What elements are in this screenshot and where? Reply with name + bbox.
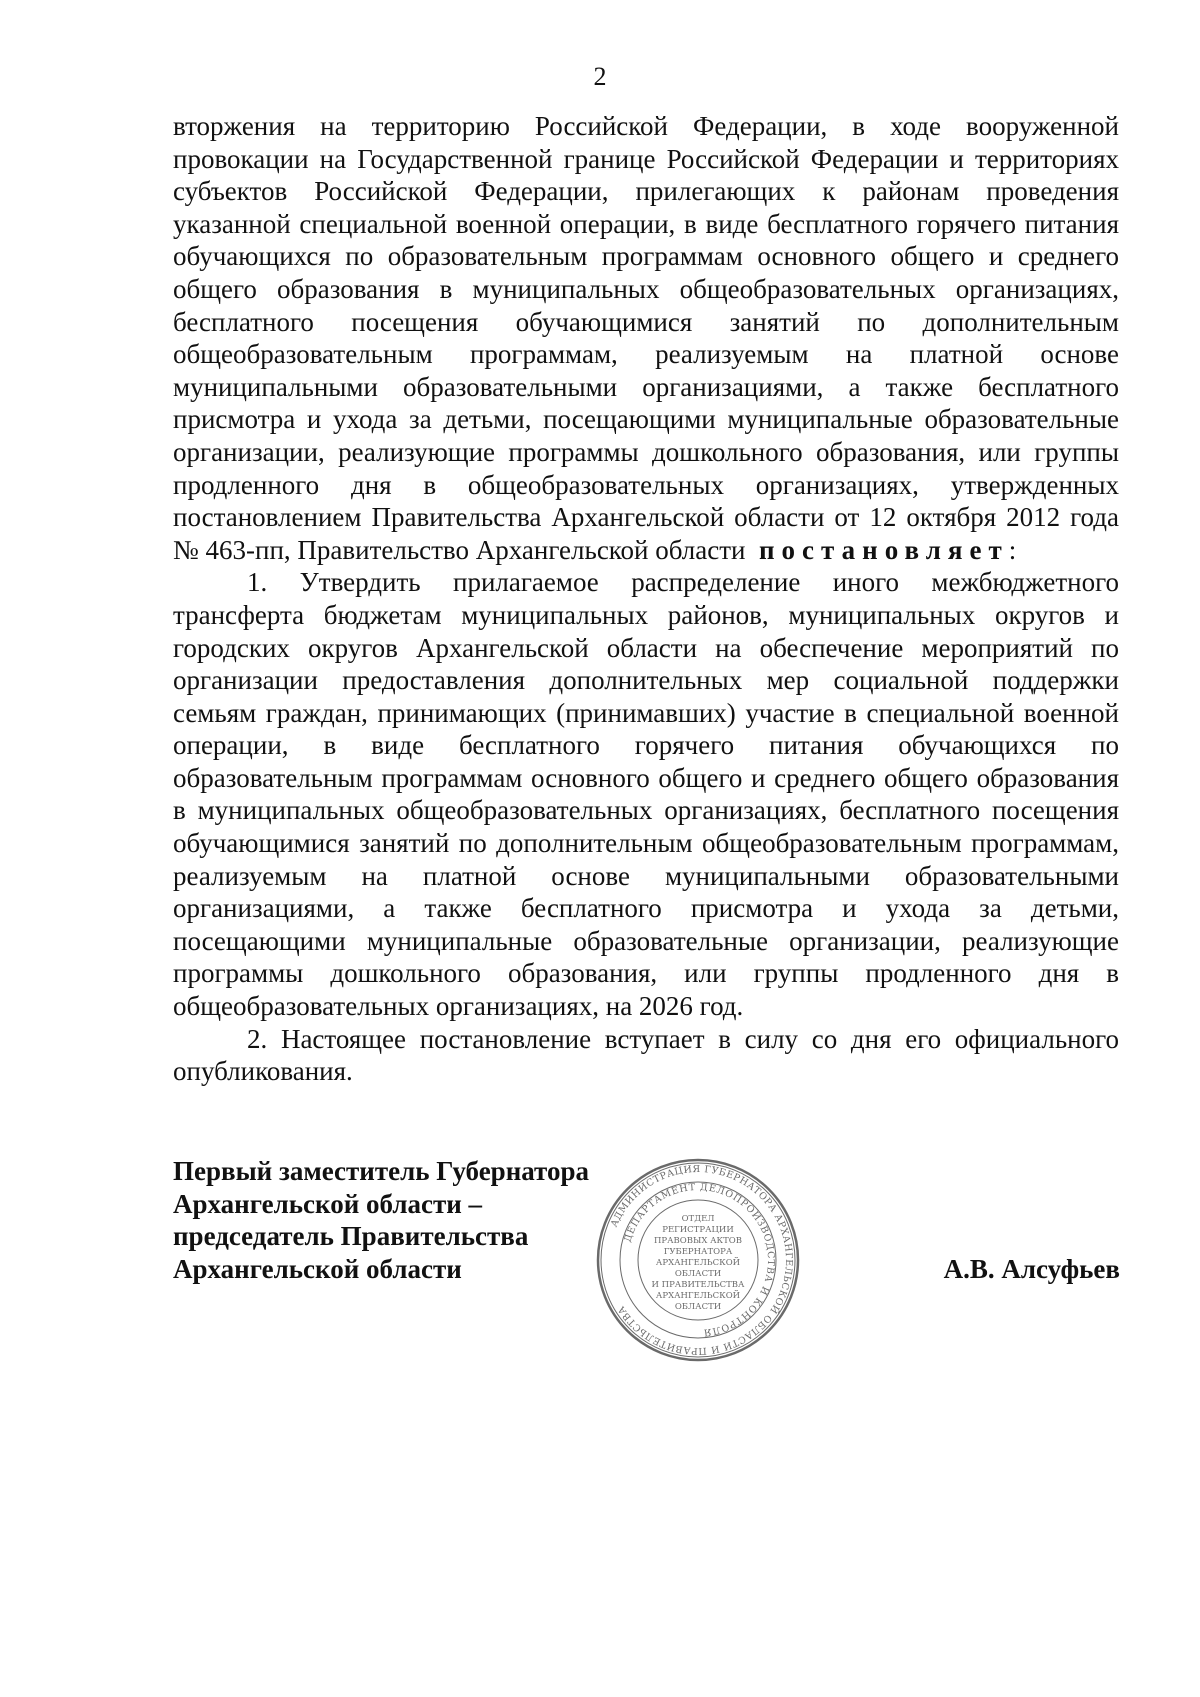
decree-word: постановляет — [759, 534, 1009, 565]
paragraph-preamble — [173, 110, 1119, 566]
signatory-title-line: председатель Правительства — [173, 1221, 529, 1251]
seal-center-line: АРХАНГЕЛЬСКОЙ — [655, 1291, 741, 1301]
decree-punctuation: : — [1008, 534, 1017, 565]
seal-outer-ring-text: АДМИНИСТРАЦИЯ ГУБЕРНАТОРА АРХАНГЕЛЬСКОЙ ОБЛАСТИ И ПРАВИТЕЛЬСТВА — [608, 1163, 795, 1357]
seal-center-line: ОТДЕЛ — [681, 1214, 715, 1224]
seal-graphic — [593, 1155, 803, 1365]
signatory-title-line: Архангельской области – — [173, 1188, 483, 1219]
seal-center-line: АРХАНГЕЛЬСКОЙ — [655, 1258, 741, 1268]
document-body — [173, 110, 1119, 1088]
seal-inner-ring-text: ДЕПАРТАМЕНТ ДЕЛОПРОИЗВОДСТВА И КОНТРОЛЯ — [622, 1181, 777, 1338]
signatory-title — [173, 1155, 613, 1285]
signatory-title-line: Первый заместитель Губернатора — [173, 1156, 589, 1186]
seal-center-line: ОБЛАСТИ — [674, 1302, 722, 1312]
page-number: 2 — [593, 62, 607, 91]
paragraph-item-1: 1. Утвердить прилагаемое распределение иного межбюджетного трансферта бюджетам муниципальных районов, муниципальных округов и городских округов Архангельской области на обеспечение мероприятий по организации предоставления дополнительных мер социальной поддержки семьям граждан, принимающих (принимавших) участие в специальной военной операции, в виде бесплатного горячего питания обучающихся по образовательным программам основного общего и среднего общего образования в муниципальных общеобразовательных организациях, бесплатного посещения обучающимися занятий по дополнительным общеобразовательным программам, реализуемым на платной основе муниципальными образовательными организациями, а также бесплатного присмотра и ухода за детьми, посещающими муниципальные образовательные организации, реализующие программы дошкольного образования, или группы продленного дня в общеобразовательных организациях, на 2026 год. — [173, 567, 1119, 1022]
signatory-title-line: Архангельской области — [173, 1253, 462, 1284]
official-seal — [593, 1155, 803, 1365]
seal-center-line: РЕГИСТРАЦИИ — [662, 1225, 734, 1235]
seal-center-line: ОБЛАСТИ — [674, 1269, 722, 1279]
seal-center-line: ГУБЕРНАТОРА — [663, 1247, 733, 1257]
signatory-name: А.В. Алсуфьев — [943, 1254, 1120, 1284]
preamble-text: вторжения на территорию Российской Федерации, в ходе вооруженной провокации на Государственной границе Российской Федерации и территориях субъектов Российской Федерации, прилегающих к районам проведения указанной специальной военной операции, в виде бесплатного горячего питания обучающихся по образовательным программам основного общего и среднего общего образования в муниципальных общеобразовательных организациях, бесплатного посещения обучающимися занятий по дополнительным общеобразовательным программам, реализуемым на платной основе муниципальными образовательными организациями, а также бесплатного присмотра и ухода за детьми, посещающими муниципальные образовательные организации, реализующие программы дошкольного образования, или группы продленного дня в общеобразовательных организациях, утвержденных постановлением Правительства Архангельской области от 12 октября 2012 года № 463-пп, Правительство Архангельской области — [173, 111, 1119, 565]
paragraph-item-2: 2. Настоящее постановление вступает в силу со дня его официального опубликования. — [173, 1023, 1119, 1087]
seal-center-line: И ПРАВИТЕЛЬСТВА — [651, 1280, 745, 1290]
seal-center-line: ПРАВОВЫХ АКТОВ — [653, 1236, 743, 1246]
